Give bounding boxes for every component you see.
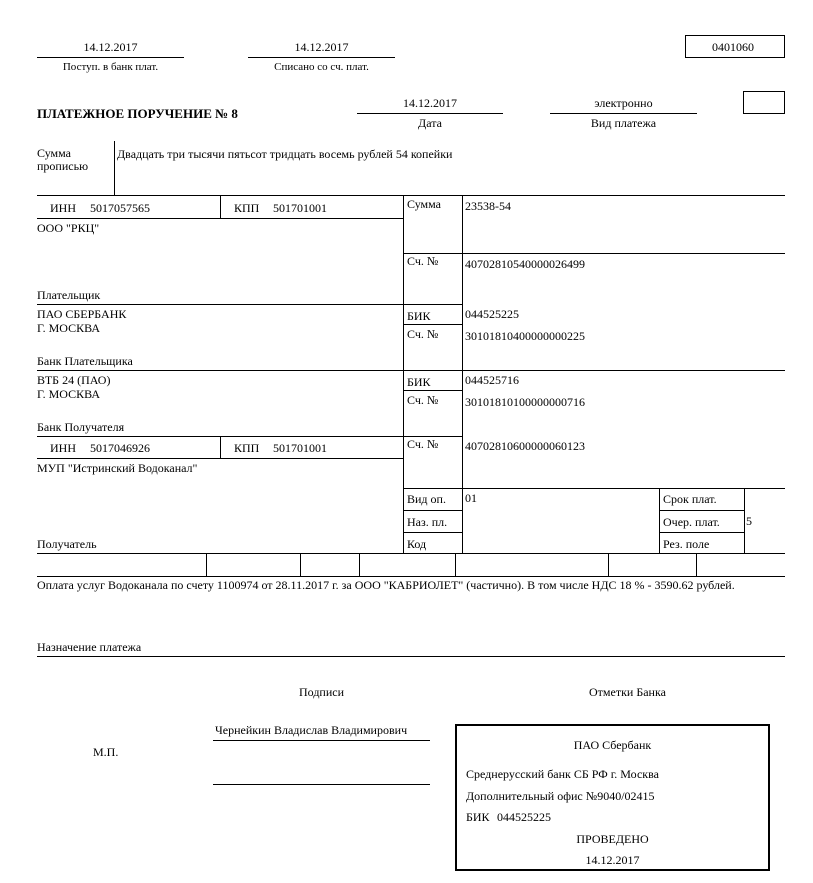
signature-line-2 [213, 784, 430, 785]
stamp-office: Дополнительный офис №9040/02415 [466, 789, 655, 803]
payer-role-label: Плательщик [37, 288, 101, 302]
stamp-date: 14.12.2017 [585, 853, 640, 867]
operation-type-label: Вид оп. [407, 492, 446, 506]
operation-row1-left-line [403, 510, 463, 511]
document-date-line [357, 113, 503, 114]
payee-bank-bottom-line [37, 436, 463, 437]
payee-kpp: 501701001 [273, 441, 327, 455]
amount-row-line [403, 253, 785, 254]
document-date: 14.12.2017 [403, 96, 457, 110]
form-code: 0401060 [712, 40, 754, 54]
payer-bank-account-label: Сч. № [407, 327, 439, 341]
grid-top-line [37, 195, 785, 196]
stamp-bik: 044525225 [497, 810, 551, 824]
document-date-label: Дата [418, 116, 442, 130]
payer-bank-account: 30101810400000000225 [465, 329, 585, 343]
stamp-bik-label: БИК [466, 810, 490, 824]
payment-purpose-label: Назначение платежа [37, 640, 142, 654]
payee-bank-bik-line [403, 390, 463, 391]
amount-words-divider [114, 141, 115, 195]
bank-marks-label: Отметки Банка [589, 685, 666, 699]
grid-label-column-line [403, 195, 404, 553]
payer-bank-bottom-line [37, 370, 785, 371]
payer-account-label: Сч. № [407, 254, 439, 268]
payer-bank-bik-label: БИК [407, 309, 431, 323]
debited-date-line [248, 57, 395, 58]
amount-value: 23538-54 [465, 199, 511, 213]
tax-row-divider-3 [359, 553, 360, 576]
payee-inn-label: ИНН [50, 441, 76, 455]
payment-term-label: Срок плат. [663, 492, 717, 506]
amount-label: Сумма [407, 197, 441, 211]
stamp-branch: Среднерусский банк СБ РФ г. Москва [466, 767, 659, 781]
payer-inn-row-line [37, 218, 403, 219]
payee-bank-bik: 044525716 [465, 373, 519, 387]
reserve-label: Рез. поле [663, 537, 710, 551]
operation-right-value-line [744, 488, 745, 553]
tax-row-divider-1 [206, 553, 207, 576]
tax-row-divider-4 [455, 553, 456, 576]
payer-inn: 5017057565 [90, 201, 150, 215]
tax-row-divider-5 [608, 553, 609, 576]
payee-bank-name-1: ВТБ 24 (ПАО) [37, 373, 111, 387]
debited-date: 14.12.2017 [294, 40, 349, 54]
payee-bank-bik-label: БИК [407, 375, 431, 389]
tax-row-divider-2 [300, 553, 301, 576]
payment-type: электронно [594, 96, 653, 110]
operation-row2-right-line [659, 532, 745, 533]
blank-field-box [743, 91, 785, 114]
grid-value-column-line [462, 195, 463, 553]
debited-label: Списано со сч. плат. [274, 61, 369, 73]
payee-inn: 5017046926 [90, 441, 150, 455]
priority-label: Очер. плат. [663, 515, 720, 529]
payer-account: 40702810540000026499 [465, 257, 585, 271]
operation-type: 01 [465, 491, 477, 505]
signatures-label: Подписи [299, 685, 345, 699]
stamp-status: ПРОВЕДЕНО [576, 832, 649, 846]
tax-row-top-line [37, 553, 785, 554]
operation-right-label-line [659, 488, 660, 553]
received-date-line [37, 57, 184, 58]
signer-name: Чернейкин Владислав Владимирович [215, 723, 408, 737]
received-label: Поступ. в банк плат. [62, 61, 159, 73]
payee-inn-kpp-divider [220, 436, 221, 458]
payment-purpose-text: Оплата услуг Водоканала по счету 1100974 от 28.11.2017 г. за ООО "КАБРИОЛЕТ" (частично). В том числе НДС 18 % - 3590.62 рублей. [37, 578, 735, 592]
tax-row-bottom-line [37, 576, 785, 577]
payee-bank-name-2: Г. МОСКВА [37, 387, 100, 401]
payment-type-label: Вид платежа [590, 116, 657, 130]
operation-row2-left-line [403, 532, 463, 533]
amount-words-label-2: прописью [37, 159, 89, 173]
code-label: Код [407, 537, 427, 551]
payee-account: 40702810600000060123 [465, 439, 585, 453]
operation-row1-right-line [659, 510, 745, 511]
purpose-code-label: Наз. пл. [407, 515, 448, 529]
payee-bank-account: 30101810100000000716 [465, 395, 585, 409]
payee-bank-role-label: Банк Получателя [37, 420, 125, 434]
payer-name: ООО "РКЦ" [37, 221, 100, 235]
tax-row-divider-6 [696, 553, 697, 576]
document-title: ПЛАТЕЖНОЕ ПОРУЧЕНИЕ № 8 [37, 106, 238, 121]
payee-inn-row-line [37, 458, 403, 459]
payee-name: МУП "Истринский Водоканал" [37, 461, 198, 475]
signature-line-1 [213, 740, 430, 741]
payer-bank-bik-line [403, 324, 463, 325]
payer-kpp-label: КПП [234, 201, 260, 215]
payer-bank-role-label: Банк Плательщика [37, 354, 133, 368]
purpose-bottom-line [37, 656, 785, 657]
seal-label: М.П. [93, 745, 119, 759]
amount-words-text: Двадцать три тысячи пятьсот тридцать восемь рублей 54 копейки [117, 147, 453, 161]
payment-type-line [550, 113, 697, 114]
payer-bottom-line [37, 304, 463, 305]
payer-bank-bik: 044525225 [465, 307, 519, 321]
priority-value: 5 [746, 514, 752, 528]
payee-kpp-label: КПП [234, 441, 260, 455]
payee-account-label: Сч. № [407, 437, 439, 451]
payee-role-label: Получатель [37, 537, 97, 551]
payer-inn-label: ИНН [50, 201, 76, 215]
stamp-bank-name: ПАО Сбербанк [573, 738, 652, 752]
received-date: 14.12.2017 [83, 40, 138, 54]
payer-bank-name-1: ПАО СБЕРБАНК [37, 307, 127, 321]
payee-bank-account-label: Сч. № [407, 393, 439, 407]
payer-inn-kpp-divider [220, 195, 221, 218]
amount-words-label-1: Сумма [37, 146, 71, 160]
payer-bank-name-2: Г. МОСКВА [37, 321, 100, 335]
operation-top-line [403, 488, 785, 489]
payer-kpp: 501701001 [273, 201, 327, 215]
